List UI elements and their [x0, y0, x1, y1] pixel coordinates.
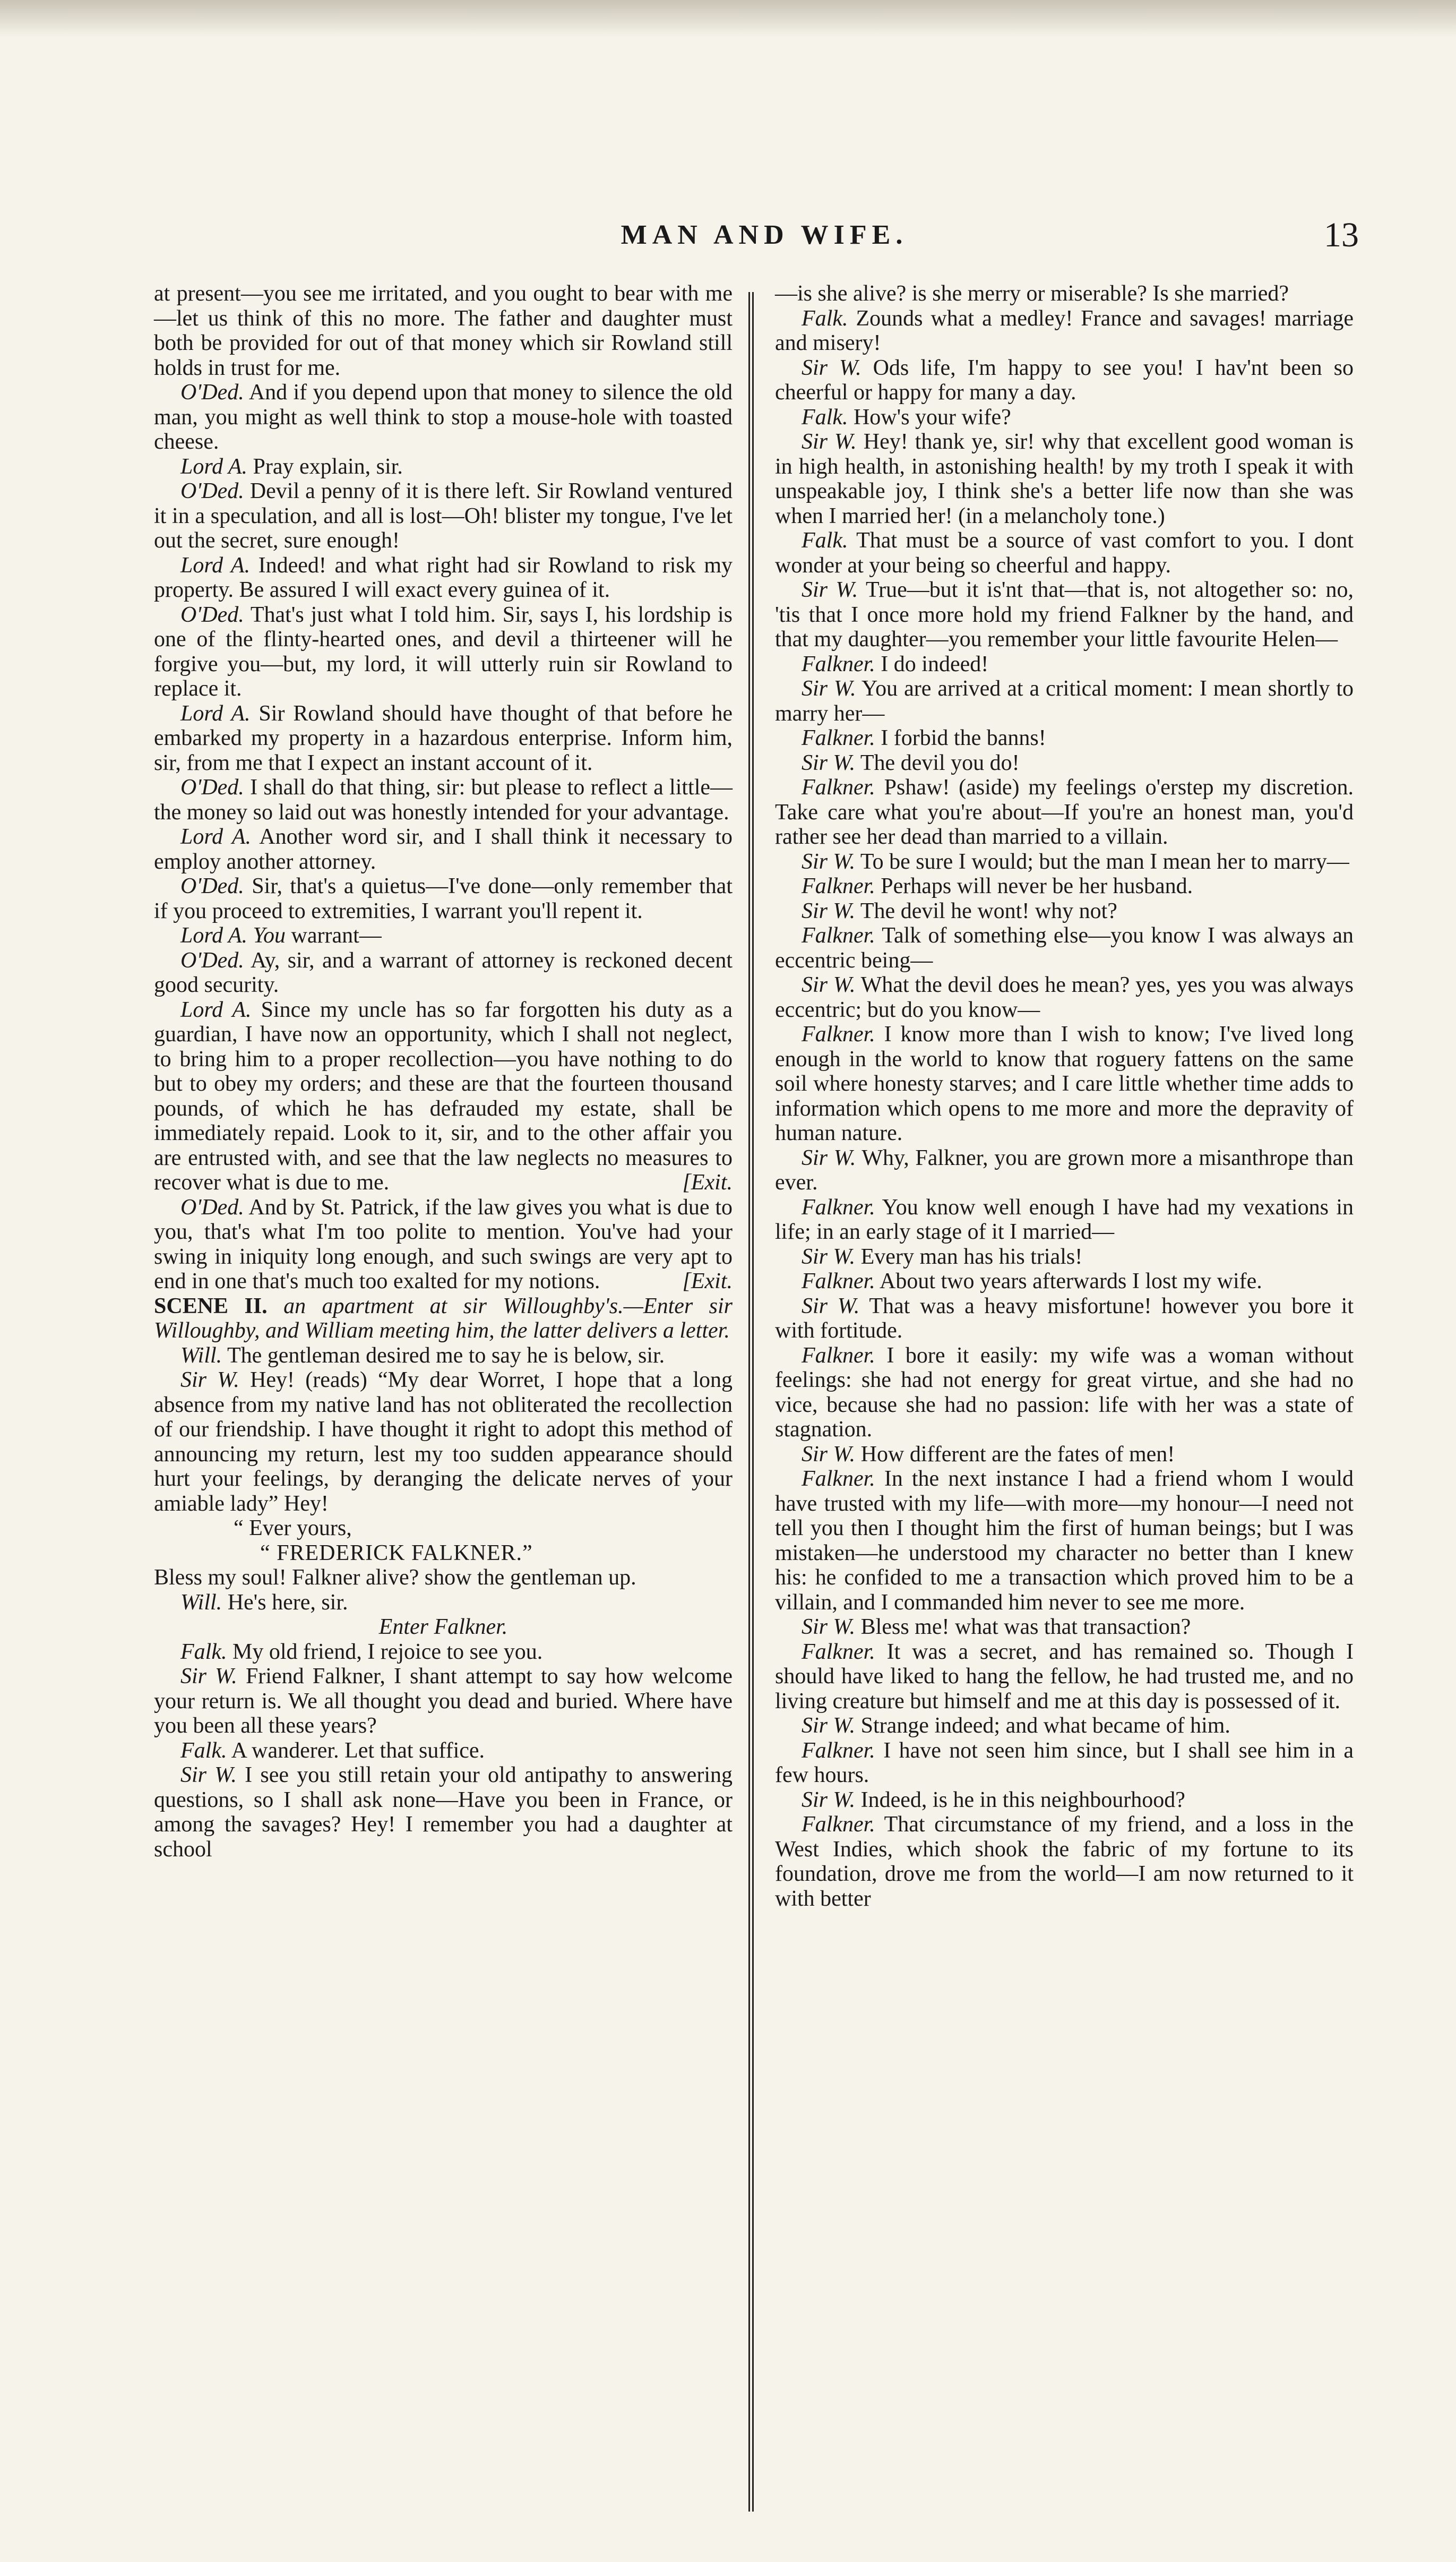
speech	[154, 825, 733, 874]
speech-text: Every man has his trials!	[860, 1244, 1083, 1269]
running-title: MAN AND WIFE.	[621, 220, 908, 250]
speech	[775, 652, 1354, 677]
speech-text: Bless my soul! Falkner alive? show the gentleman up.	[154, 1565, 636, 1590]
speaker-name: Falk.	[802, 306, 848, 331]
speech-text: That must be a source of vast comfort to you. I dont wonder at your being so cheerful and happy.	[775, 528, 1354, 578]
speech-text: Devil a penny of it is there left. Sir Rowland ventured it in a speculation, and all is lost—Oh! blister my tongue, I've let out the secret, sure enough!	[154, 479, 733, 553]
speaker-name: Sir W.	[180, 1368, 239, 1392]
speech	[775, 973, 1354, 1022]
speech-text: In the next instance I had a friend whom I would have trusted with my life—with more—my honour—I need not tell you then I thought him the first of human beings; but I was mistaken—he understood my character no better than I knew his: he confided to me a transaction which proved him to be a villain, and I commanded him never to see me more.	[775, 1467, 1354, 1615]
speech-text: —is she alive? is she merry or miserable? Is she married?	[775, 281, 1289, 306]
speech	[775, 726, 1354, 751]
speech-text: How's your wife?	[853, 405, 1011, 430]
speaker-name: Will.	[180, 1590, 222, 1615]
speech	[154, 380, 733, 455]
speech-text: I bore it easily: my wife was a woman without feelings: she had not energy for great virtue, and she had no vice, because she had no passion: life with her was a state of stagnation.	[775, 1343, 1354, 1442]
speech	[775, 1195, 1354, 1245]
speaker-name: Sir W.	[180, 1664, 237, 1689]
speech-text: I do indeed!	[881, 652, 989, 676]
speech-text: Indeed! and what right had sir Rowland to risk my property. Be assured I will exact every guinea of it.	[154, 553, 733, 602]
speech-text: It was a secret, and has remained so. Though I should have liked to hang the fellow, he had trusted me, and no living creature but himself and me at this day is possessed of it.	[775, 1639, 1354, 1713]
speaker-name: Falkner.	[802, 1738, 875, 1763]
scene-number: SCENE II.	[154, 1293, 268, 1318]
paragraph	[154, 281, 733, 380]
speaker-name: Falkner.	[802, 1467, 875, 1491]
speech	[775, 430, 1354, 528]
speaker-name: Falkner.	[802, 874, 875, 898]
speech-text: You know well enough I have had my vexations in life; in an early stage of it I married—	[775, 1195, 1354, 1244]
speech	[775, 1640, 1354, 1714]
speaker-name: Falk.	[802, 405, 848, 430]
speaker-name: Lord A.	[180, 701, 251, 726]
right-column	[775, 281, 1354, 1911]
speaker-name: Falk.	[180, 1738, 227, 1763]
speech-text: at present—you see me irritated, and you ought to bear with me—let us think of this no more. The father and daughter must both be provided for out of that money which sir Rowland still holds in trust for me.	[154, 281, 733, 380]
speech-text: Perhaps will never be her husband.	[881, 874, 1193, 898]
speech-text: warrant—	[291, 923, 382, 948]
speech-text: Hey! (reads) “My dear Worret, I hope that a long absence from my native land has not obliterated the recollection of our friendship. I have thought it right to adopt this method of announcing my return, lest my too sudden appearance should hurt your feelings, by deranging the delicate nerves of your amiable lady” Hey!	[154, 1368, 733, 1516]
speech-text: My old friend, I rejoice to see you.	[232, 1639, 543, 1664]
speaker-name: Sir W.	[802, 1145, 856, 1170]
speech	[775, 405, 1354, 430]
speaker-name: Will.	[180, 1343, 222, 1368]
speech-text: Bless me! what was that transaction?	[860, 1615, 1191, 1639]
stage-direction: an apartment at sir Willoughby's.—Enter sir Willoughby, and William meeting him, the latter delivers a letter.	[154, 1293, 733, 1343]
speech	[154, 998, 733, 1195]
speaker-name: O'Ded.	[180, 602, 244, 627]
speech	[775, 578, 1354, 652]
speech	[775, 850, 1354, 875]
speech-text: I have not seen him since, but I shall see him in a few hours.	[775, 1738, 1354, 1787]
speaker-name: O'Ded.	[180, 948, 244, 973]
paragraph	[154, 1565, 733, 1590]
letter-closing: “ Ever yours,	[234, 1516, 352, 1540]
speech-text: I shall do that thing, sir: but please to reflect a little—the money so laid out was honestly intended for your advantage.	[154, 775, 733, 825]
speech	[154, 1343, 733, 1368]
speech	[775, 923, 1354, 973]
speech	[775, 1812, 1354, 1911]
speech-text: I know more than I wish to know; I've lived long enough in the world to know that roguery fattens on the same soil where honesty starves; and I care little whether time adds to information which opens to me more and more the depravity of human nature.	[775, 1022, 1354, 1145]
speech	[154, 775, 733, 825]
speaker-name: Falkner.	[802, 1343, 875, 1368]
speech-text: A wanderer. Let that suffice.	[231, 1738, 485, 1763]
speech	[154, 874, 733, 923]
speech-text: Pray explain, sir.	[253, 454, 403, 479]
speech-text: Strange indeed; and what became of him.	[860, 1713, 1230, 1738]
speech-text: Talk of something else—you know I was always an eccentric being—	[775, 923, 1354, 973]
speech-text: I forbid the banns!	[881, 726, 1046, 750]
speaker-name: Lord A.	[180, 454, 248, 479]
speaker-name: Falk.	[180, 1639, 227, 1664]
speaker-name: Sir W.	[802, 1442, 856, 1467]
speech	[775, 874, 1354, 899]
speaker-name: Lord A.	[180, 553, 251, 578]
column-rule	[748, 292, 754, 2512]
speech	[775, 1269, 1354, 1294]
speaker-name: Sir W.	[802, 750, 856, 775]
speech-text: To be sure I would; but the man I mean her to marry—	[860, 849, 1349, 874]
page-number: 13	[1324, 216, 1359, 254]
speech	[775, 676, 1354, 726]
speaker-name: Falkner.	[802, 1639, 875, 1664]
speech	[154, 1664, 733, 1738]
speech	[775, 1615, 1354, 1640]
speech-text: I see you still retain your old antipathy to answering questions, so I shall ask none—Have you been in France, or among the savages? Hey! I remember you had a daughter at school	[154, 1763, 733, 1862]
speech	[775, 751, 1354, 776]
speech	[775, 1146, 1354, 1195]
speech-text: That's just what I told him. Sir, says I, his lordship is one of the flinty-hearted ones, and devil a thirteener will he forgive you—but, my lord, it will utterly ruin sir Rowland to replace it.	[154, 602, 733, 701]
speaker-name: Falkner.	[802, 1195, 875, 1220]
speech	[775, 1245, 1354, 1270]
speaker-name: Sir W.	[802, 578, 858, 602]
speaker-name: Falkner.	[802, 1022, 875, 1047]
speaker-name: Lord A.	[180, 997, 252, 1022]
speaker-name: Sir W.	[802, 355, 861, 380]
speech-text: The devil you do!	[860, 750, 1020, 775]
speech-text: Friend Falkner, I shant attempt to say how welcome your return is. We all thought you dead and buried. Where have you been all these years?	[154, 1664, 733, 1738]
speaker-name: Falk.	[802, 528, 848, 553]
exit-direction: [Exit.	[682, 1170, 733, 1195]
speech-text: What the devil does he mean? yes, yes you was always eccentric; but do you know—	[775, 973, 1354, 1022]
speech	[775, 1022, 1354, 1146]
speaker-name: Sir W.	[802, 1293, 860, 1318]
speaker-name: Sir W.	[180, 1763, 237, 1787]
speech-text: Sir Rowland should have thought of that before he embarked my property in a hazardous enterprise. Inform him, sir, from me that I expect an instant account of it.	[154, 701, 733, 775]
speech-text: Zounds what a medley! France and savages! marriage and misery!	[775, 306, 1354, 355]
speech-text: Indeed, is he in this neighbourhood?	[860, 1787, 1185, 1812]
running-header	[154, 215, 1375, 258]
speaker-name: Falkner.	[802, 923, 875, 948]
speech	[775, 775, 1354, 850]
speaker-name: Sir W.	[802, 1713, 856, 1738]
speech-text: And if you depend upon that money to silence the old man, you might as well think to stop a mouse-hole with toasted cheese.	[154, 380, 733, 454]
speech-text: Ay, sir, and a warrant of attorney is reckoned decent good security.	[154, 948, 733, 997]
speech-text: That was a heavy misfortune! however you bore it with fortitude.	[775, 1293, 1354, 1343]
speech	[154, 455, 733, 479]
speaker-name: Falkner.	[802, 652, 875, 676]
letter-signature: “ FREDERICK FALKNER.”	[260, 1540, 533, 1565]
speech-text: How different are the fates of men!	[860, 1442, 1175, 1467]
speaker-name: Sir W.	[802, 973, 856, 997]
speaker-name: Sir W.	[802, 1615, 856, 1639]
speaker-name: Sir W.	[802, 1244, 856, 1269]
speech-text: True—but it is'nt that—that is, not altogether so: no, 'tis that I once more hold my friend Falkner by the hand, and that my daughter—you remember your little favourite Helen—	[775, 578, 1354, 652]
speech-text: Why, Falkner, you are grown more a misanthrope than ever.	[775, 1145, 1354, 1195]
speaker-name: Sir W.	[802, 676, 856, 701]
speech	[154, 603, 733, 701]
stage-direction: Enter Falkner.	[378, 1615, 508, 1639]
speech-text: Another word sir, and I shall think it necessary to employ another attorney.	[154, 825, 733, 874]
left-column	[154, 281, 733, 1862]
speech-text: Sir, that's a quietus—I've done—only remember that if you proceed to extremities, I warrant you'll repent it.	[154, 874, 733, 923]
speech	[775, 1294, 1354, 1343]
speaker-name: Sir W.	[802, 430, 857, 454]
speaker-name: O'Ded.	[180, 380, 244, 405]
speech-text: And by St. Patrick, if the law gives you what is due to you, that's what I'm too polite to mention. You've had your swing in iniquity long enough, and such swings are very apt to end in one that's much too exalted for my notions.	[154, 1195, 733, 1293]
speaker-name: O'Ded.	[180, 1195, 244, 1220]
speech	[154, 479, 733, 553]
speaker-name: Lord A.	[180, 825, 252, 849]
speech	[154, 553, 733, 603]
speech-text: You are arrived at a critical moment: I mean shortly to marry her—	[775, 676, 1354, 726]
speech	[154, 701, 733, 776]
speech	[154, 1640, 733, 1665]
page-edge	[0, 0, 1456, 37]
speech	[775, 528, 1354, 578]
speech-text: The gentleman desired me to say he is below, sir.	[227, 1343, 665, 1368]
speech-text: That circumstance of my friend, and a loss in the West Indies, which shook the fabric of my fortune to its foundation, drove me from the world—I am now returned to it with better	[775, 1812, 1354, 1911]
speech-text: He's here, sir.	[227, 1590, 348, 1615]
paragraph	[775, 281, 1354, 306]
speech	[154, 1590, 733, 1615]
speaker-name: Falkner.	[802, 1269, 875, 1293]
speaker-name: O'Ded.	[180, 775, 244, 800]
speaker-name: Sir W.	[802, 1787, 856, 1812]
speech	[775, 1738, 1354, 1788]
scene-heading	[154, 1294, 733, 1343]
speech	[775, 1713, 1354, 1738]
speaker-name: O'Ded.	[180, 874, 244, 898]
speaker-name: Sir W.	[802, 898, 856, 923]
speaker-name: Falkner.	[802, 1812, 875, 1837]
speaker-name: Falkner.	[802, 775, 875, 800]
speech-text: About two years afterwards I lost my wife.	[879, 1269, 1262, 1293]
speaker-name: Falkner.	[802, 726, 875, 750]
speech-text: The devil he wont! why not?	[860, 898, 1117, 923]
speech-text: Pshaw! (aside) my feelings o'erstep my discretion. Take care what you're about—If you're an honest man, you'd rather see her dead than married to a villain.	[775, 775, 1354, 849]
speech	[154, 1368, 733, 1516]
speech	[154, 1195, 733, 1294]
speech	[775, 1442, 1354, 1467]
speech	[154, 1738, 733, 1763]
exit-direction: [Exit.	[682, 1269, 733, 1293]
speech-text: Hey! thank ye, sir! why that excellent good woman is in high health, in astonishing health! by my troth I speak it with unspeakable joy, I think she's a better life now than she was when I married her! (in a melancholy tone.)	[775, 430, 1354, 528]
speech-text: Ods life, I'm happy to see you! I hav'nt been so cheerful or happy for many a day.	[775, 355, 1354, 405]
speech	[154, 948, 733, 998]
speech	[775, 1788, 1354, 1813]
speech	[154, 923, 733, 948]
speech	[775, 1343, 1354, 1442]
speaker-name: O'Ded.	[180, 479, 244, 503]
speaker-name: Sir W.	[802, 849, 856, 874]
text-columns	[154, 281, 1375, 2512]
speech	[775, 306, 1354, 356]
speaker-name: Lord A. You	[180, 923, 286, 948]
speech	[775, 899, 1354, 924]
speech	[775, 1467, 1354, 1615]
speech	[154, 1763, 733, 1862]
speech	[775, 356, 1354, 405]
speech-text: Since my uncle has so far forgotten his duty as a guardian, I have now an opportunity, which I shall not neglect, to bring him to a proper recollection—you have nothing to do but to obey my orders; and these are that the fourteen thousand pounds, of which he has defrauded my estate, shall be immediately repaid. Look to it, sir, and to the other affair you are entrusted with, and see that the law neglects no measures to recover what is due to me.	[154, 997, 733, 1195]
